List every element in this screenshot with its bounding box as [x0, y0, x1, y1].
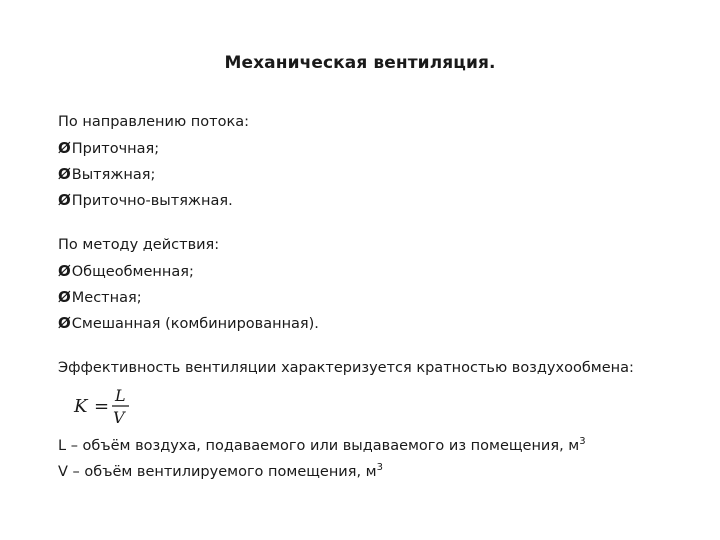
formula-denominator: V	[113, 408, 125, 427]
list-item-text: Общеобменная;	[71, 264, 194, 280]
formula-lhs: K	[74, 396, 88, 417]
list-item-text: Приточная;	[71, 141, 160, 157]
efficiency-statement: Эффективность вентиляции характеризуется кратностью воздухообмена:	[58, 360, 634, 376]
arrow-bullet-icon: Ø	[58, 314, 71, 332]
list-item	[58, 258, 708, 284]
slide-content	[58, 109, 708, 485]
definition-line	[58, 433, 708, 459]
arrow-bullet-icon: Ø	[58, 288, 71, 306]
formula-numerator: L	[115, 386, 126, 405]
section-heading: По направлению потока:	[58, 114, 249, 130]
arrow-bullet-icon: Ø	[58, 165, 71, 183]
list-item	[58, 161, 708, 187]
list-item-text: Смешанная (комбинированная).	[71, 316, 319, 332]
formula-graphic	[72, 383, 152, 429]
formula	[58, 383, 708, 429]
unit-exponent: 3	[376, 462, 383, 473]
list-item-text: Вытяжная;	[71, 167, 156, 183]
list-item-text: Местная;	[71, 290, 142, 306]
definition-text: L – объём воздуха, подаваемого или выдаваемого из помещения, м	[58, 438, 580, 454]
list-item-text: Приточно-вытяжная.	[71, 193, 233, 209]
definition-line	[58, 459, 708, 485]
list-item	[58, 135, 708, 161]
list-item	[58, 310, 708, 336]
arrow-bullet-icon: Ø	[58, 139, 71, 157]
formula-equals: =	[94, 396, 110, 417]
slide-title: Механическая вентиляция.	[224, 53, 496, 73]
list-item	[58, 284, 708, 310]
arrow-bullet-icon: Ø	[58, 191, 71, 209]
definitions	[58, 433, 708, 485]
arrow-bullet-icon: Ø	[58, 262, 71, 280]
definition-text: V – объём вентилируемого помещения, м	[58, 464, 377, 480]
section-heading: По методу действия:	[58, 237, 220, 253]
list-item	[58, 187, 708, 213]
unit-exponent: 3	[579, 436, 586, 447]
